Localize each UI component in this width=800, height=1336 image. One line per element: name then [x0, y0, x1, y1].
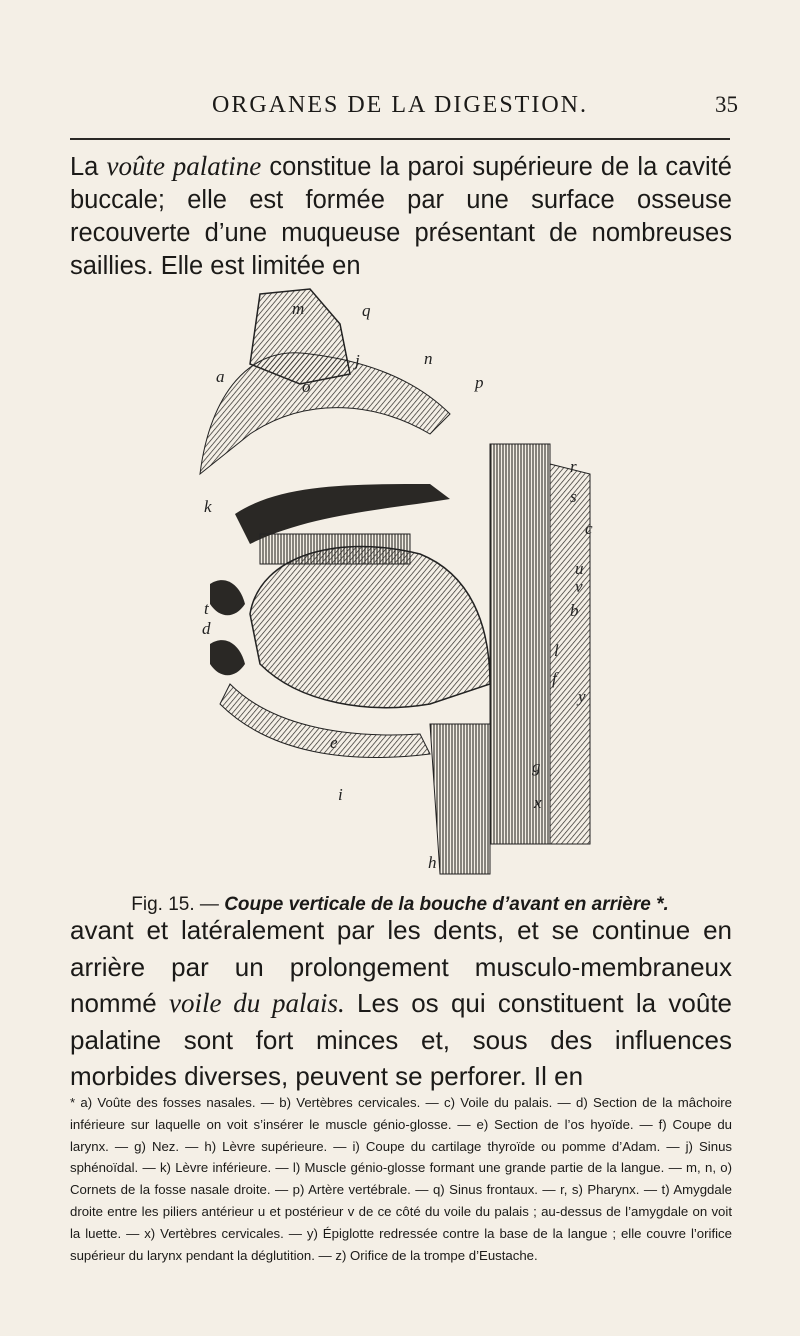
figure-label-p: p: [475, 373, 484, 392]
figure-label-t: t: [204, 599, 209, 618]
paragraph-2-term: voile du palais.: [168, 988, 345, 1018]
page-header: [0, 92, 800, 132]
anatomical-figure: [190, 284, 610, 882]
figure-label-q: q: [362, 301, 371, 320]
figure-label-a: a: [216, 367, 225, 386]
figure-label-b: b: [570, 601, 579, 620]
figure-label-x: x: [534, 793, 542, 812]
figure-label-k: k: [204, 497, 212, 516]
figure-label-u: u: [575, 559, 584, 578]
page-number: 35: [715, 92, 738, 117]
figure-label-j: j: [355, 351, 360, 370]
figure-label-l: l: [554, 641, 559, 660]
header-rule: [70, 138, 730, 140]
figure-label-s: s: [570, 487, 577, 506]
figure-label-r: r: [570, 457, 577, 476]
caption-title: Coupe verticale de la bouche d’avant en arrière *.: [224, 894, 669, 915]
figure-label-e: e: [330, 733, 338, 752]
paragraph-1-lead: La: [70, 153, 107, 181]
figure-label-g: g: [532, 757, 541, 776]
figure-label-v: v: [575, 577, 583, 596]
figure-label-c: c: [585, 519, 593, 538]
footnote: * a) Voûte des fosses nasales. — b) Vertèbres cervicales. — c) Voile du palais. — d) Section de la mâchoire inférieure sur laquelle on voit s’insérer le muscle génio-glosse. — e) Section de l’os hyoïde. — f) Coupe du larynx. — g) Nez. — h) Lèvre supérieure. — i) Coupe du cartilage thyroïde ou pomme d’Adam. — j) Sinus sphénoïdal. — k) Lèvre inférieure. — l) Muscle génio-glosse formant une grande partie de la langue. — m, n, o) Cornets de la fosse nasale droite. — p) Artère vertébrale. — q) Sinus frontaux. — r, s) Pharynx. — t) Amygdale droite entre les piliers antérieur u et postérieur v de ce côté du voile du palais ; au-dessus de l’amygdale on voit la luette. — x) Vertèbres cervicales. — y) Épiglotte redressée contre la base de la langue ; elle couvre l’orifice supérieur du larynx pendant la déglutition. — z) Orifice de la trompe d’Eustache.: [70, 1095, 732, 1263]
paragraph-1: [70, 150, 732, 283]
figure-label-f: f: [552, 669, 557, 688]
figure-label-m: m: [292, 299, 305, 318]
caption-number: Fig. 15. —: [131, 894, 219, 915]
sagittal-section-drawing: [190, 284, 610, 882]
figure-label-h: h: [428, 853, 437, 872]
running-title: ORGANES DE LA DIGESTION.: [212, 92, 588, 118]
paragraph-2-part1: avant et latéralement par les dents, et se continue en arrière par un prolongement musculo-membraneux nommé: [70, 915, 732, 1018]
paragraph-1-rest: constitue la paroi supérieure de la cavité buccale; elle est formée par une surface osseuse recouverte d’une muqueuse présentant de nombreuses saillies. Elle est limitée en: [70, 153, 732, 280]
paragraph-1-term: voûte palatine: [106, 151, 262, 181]
figure-label-y: y: [578, 687, 586, 706]
figure-label-o: o: [302, 377, 311, 396]
paragraph-2-part2: Les os qui constituent la voûte palatine sont fort minces et, sous des influences morbides diverses, peuvent se perforer. Il en: [70, 988, 733, 1091]
paragraph-2: [70, 912, 732, 1095]
figure-label-d: d: [202, 619, 211, 638]
figure-label-i: i: [338, 785, 343, 804]
figure-label-n: n: [424, 349, 433, 368]
